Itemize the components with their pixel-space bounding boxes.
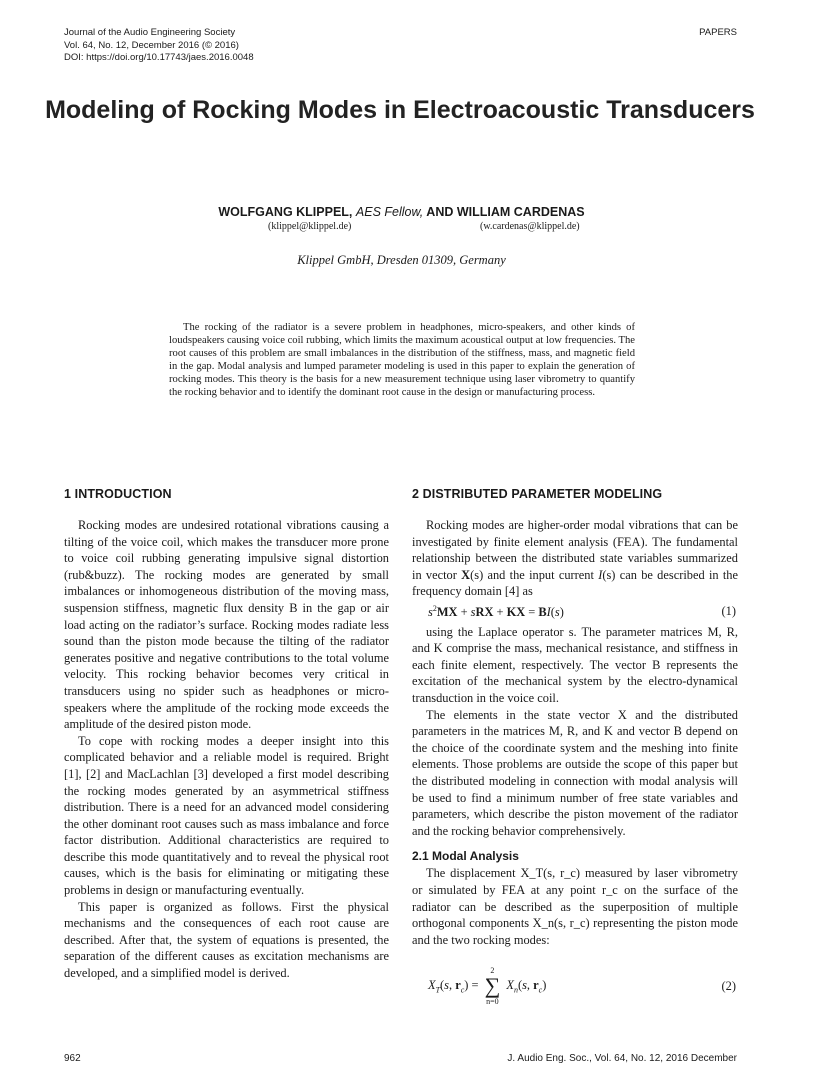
summation-symbol: 2 ∑ n=0 [484,966,501,1007]
journal-volume: Vol. 64, No. 12, December 2016 (© 2016) [64,39,239,51]
section-2-paragraph-1: Rocking modes are higher-order modal vibrations that can be investigated by finite element analysis (FEA). The fundamental relationship between the distributed state variables summarized in vector X(s) and the input current I(s) can be described in the frequency domain [4] as [412,518,738,599]
equation-2-expression: $X_T(s$, $r_c$) = 2 ∑ n=0 $X_n(s$, $r_c$) [428,966,547,1007]
equation-1 [412,601,738,621]
intro-paragraph-2: To cope with rocking modes a deeper insight into this complicated behavior and a reliable model is required. Bright [1], [2] and MacLachlan [3] developed a first model describing the rocking modes generated by an asymmetrical stiffness distribution. There is a need for an advanced model considering the other dominant root causes such as mass imbalance and force factor distribution. Additional characteristics are required to describe this mode quantitatively and to reveal the physical root causes, which is the basis for eliminating or mitigating these problems in design or manufacturing eventually. [64,733,389,898]
author-2-email[interactable]: (w.cardenas@klippel.de) [480,221,580,232]
section-2-paragraph-3: The elements in the state vector X and the distributed parameters in the matrices M, R, and K and vector B depend on the choice of the coordinate system and the meshing into finite elements. Those problems are outside the scope of this paper but the distributed modeling in connection with modal analysis will be used to find a minimum number of free state variables and parameters, which describe the piston movement of the radiator and the rocking behavior comprehensively. [412,707,738,838]
abstract [169,322,635,399]
author-1-email[interactable]: (klippel@klippel.de) [268,221,352,232]
equation-1-number: (1) [721,603,736,618]
section-2-1-paragraph: The displacement X_T(s, r_c) measured by laser vibrometry or simulated by FEA at any point r_c on the surface of the radiator can be described as the superposition of multiple orthogonal components X_n(s, r_c) representing the piston mode and the two rocking modes: [412,866,738,947]
section-2-paragraph-2: using the Laplace operator s. The parameter matrices M, R, and K comprise the mass, mechanical resistance, and stiffness in each finite element, respectively. The vector B represents the excitation of the mechanical system by the electro-dynamical transduction in the voice coil. [412,624,738,706]
journal-name: Journal of the Audio Engineering Society [64,27,236,38]
page-number: 962 [64,1053,81,1064]
subsection-2-1-heading: 2.1 Modal Analysis [412,849,519,864]
left-column [64,486,389,982]
section-2-heading: 2 DISTRIBUTED PARAMETER MODELING [412,487,663,501]
doi-link[interactable]: DOI: https://doi.org/10.17743/jaes.2016.0048 [64,52,254,63]
equation-2 [412,954,738,1018]
author-2: AND WILLIAM CARDENAS [426,205,585,219]
section-1-heading: 1 INTRODUCTION [64,487,172,501]
equation-1-expression: $s^2MX$ + sRX + KX = BI(s) [428,603,564,620]
author-1-role: AES Fellow, [355,205,424,219]
equation-2-number: (2) [721,979,736,994]
abstract-text: The rocking of the radiator is a severe problem in headphones, micro-speakers, and other kinds of loudspeakers causing voice coil rubbing, which limits the maximum acoustical output at low frequencies. The root causes of this problem are small imbalances in the distribution of the stiffness, mass, and magnetic field in the gap. Modal analysis and lumped parameter modeling is used in this paper to explain the generation of rocking modes. This theory is the basis for a new measurement technique using laser vibrometry to quantify the rocking behavior and to identify the dominant root cause in the design or manufacturing process. [169,322,635,398]
intro-paragraph-3: This paper is organized as follows. First the physical mechanisms and the consequences of each root cause are described. After that, the system of equations is presented, the separation of the different causes as excitation mechanisms are developed, and a simplified model is derived. [64,899,389,981]
intro-paragraph-1: Rocking modes are undesired rotational vibrations causing a tilting of the voice coil, which makes the transducer more prone to voice coil rubbing generating impulsive signal distortion (rub&buzz). The rocking modes are generated by small imbalances or inhomogeneous distribution of the moving mass, suspension stiffness, magnetic flux density B in the gap or air load acting on the radiator’s surface. Rocking modes radiate less sound than the piston mode because the tilting of the radiator generates positive and negative contributions to the total volume velocity. This rocking behavior becomes very critical in transducers using no spider such as headphones or micro-speakers where the amplitude of the rocking mode exceeds the amplitude of the desired piston mode. [64,518,389,732]
footer-citation: J. Audio Eng. Soc., Vol. 64, No. 12, 2016 December [507,1053,737,1064]
right-column [412,486,738,1021]
author-1: WOLFGANG KLIPPEL, [218,205,353,219]
paper-title: Modeling of Rocking Modes in Electroacoustic Transducers [45,96,755,124]
affiliation: Klippel GmbH, Dresden 01309, Germany [297,253,506,267]
author-line [0,205,803,219]
section-label: PAPERS [699,27,737,38]
journal-header [64,27,254,65]
